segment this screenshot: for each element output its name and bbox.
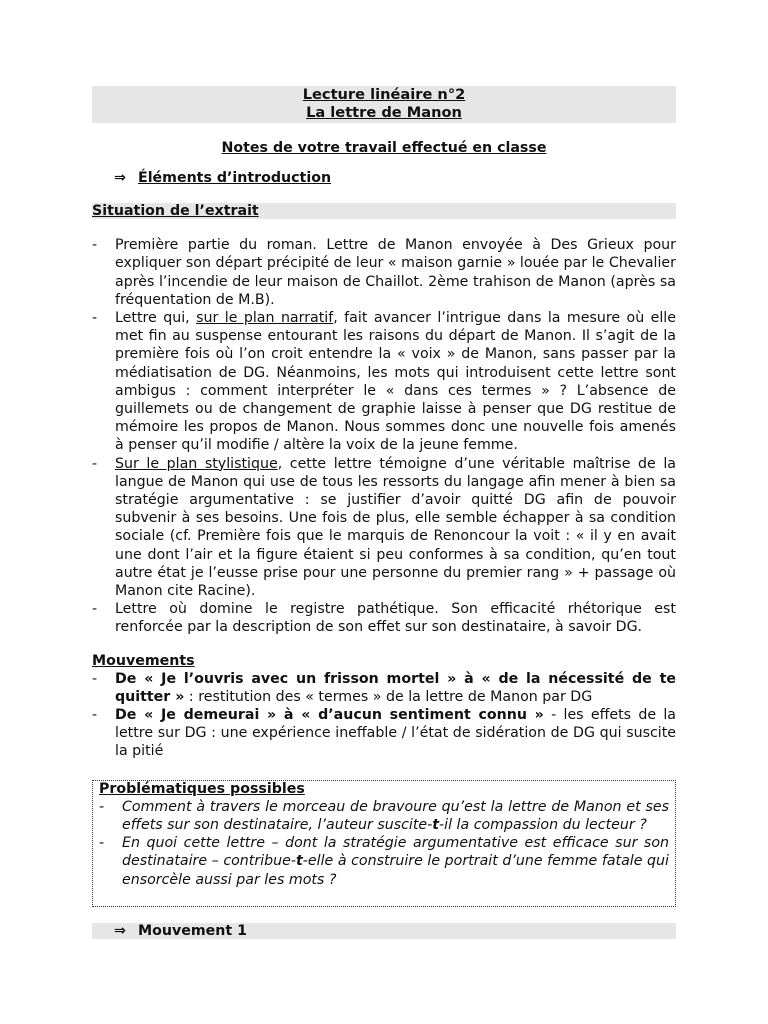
problematiques-list xyxy=(99,798,669,889)
situation-heading: Situation de l’extrait xyxy=(92,203,259,220)
mouvements-heading: Mouvements xyxy=(92,652,195,669)
intro-heading: Éléments d’introduction xyxy=(138,170,332,186)
mouvement-1-description: : restitution des « termes » de la lettre de Manon par DG xyxy=(184,688,593,705)
dash-bullet: - xyxy=(99,835,105,852)
title-line-1: Lecture linéaire n°2 xyxy=(302,86,466,103)
mouvement-1-heading: Mouvement 1 xyxy=(138,922,247,939)
problematique-2-bold: t xyxy=(295,853,303,870)
situation-item-3-post: , cette lettre témoigne d’une véritable maîtrise de la langue de Manon qui use de tous les ressorts du langage afin mener à bien sa stratégie argumentative : se justifier d’avoir quitté DG afin de pouvoir subvenir à ses besoins. Une fois de plus, elle semble échapper à sa condition sociale (cf. Première fois que le marquis de Renoncour la voit : « il y en avait une dont l’air et la figure étaient si peu conformes à sa condition, qu’en tout autre état je l’eusse prise pour une personne du premier rang » + passage où Manon cite Racine). xyxy=(115,455,676,600)
dash-bullet: - xyxy=(99,798,105,815)
list-item xyxy=(92,236,676,309)
mouvements-heading-row xyxy=(92,653,676,670)
mouvement-1-range: De « Je l’ouvris avec un frisson mortel » à « de la nécessité de te quitter » xyxy=(115,670,676,705)
problematique-1-post: -il la compassion du lecteur ? xyxy=(439,816,647,833)
list-item xyxy=(92,706,676,761)
list-item xyxy=(99,798,669,834)
situation-item-2-underlined: sur le plan narratif xyxy=(196,310,334,327)
list-item xyxy=(99,834,669,889)
problematique-1-bold: t xyxy=(432,816,440,833)
title-box xyxy=(92,86,676,123)
intro-heading-row xyxy=(92,169,676,187)
situation-item-3-underlined: Sur le plan stylistique xyxy=(115,455,278,472)
list-item xyxy=(92,455,676,601)
dash-bullet: - xyxy=(92,670,98,687)
arrow-icon: ⇒ xyxy=(114,922,126,939)
list-item xyxy=(92,670,676,706)
dash-bullet: - xyxy=(92,707,98,724)
situation-item-2-post: , fait avancer l’intrigue dans la mesure où elle met fin au suspense entourant les raisons du départ de Manon. Il s’agit de la première fois où l’on croit entendre la « voix » de Manon, sans passer par la médiatisation de DG. Néanmoins, les mots qui introduisent cette lettre sont ambigus : comment interpréter le « dans ces termes » ? L’absence de guillemets ou de changement de graphie laisse à penser que DG restitue de mémoire les propos de Manon. Nous sommes donc une nouvelle fois amenés à penser qu’il modifie / altère la voix de la jeune femme. xyxy=(115,310,676,454)
dash-bullet: - xyxy=(92,310,98,327)
list-item xyxy=(92,600,676,636)
document-page xyxy=(92,86,676,939)
situation-item-1-text: Première partie du roman. Lettre de Manon envoyée à Des Grieux pour expliquer son départ précipité de leur « maison garnie » louée par le Chevalier après l’incendie de leur maison de Chaillot. 2ème trahison de Manon (après sa fréquentation de M.B). xyxy=(115,237,676,308)
situation-item-2-pre: Lettre qui, xyxy=(115,310,197,327)
mouvement-2-range: De « Je demeurai » à « d’aucun sentiment connu » xyxy=(115,707,544,724)
notes-heading: Notes de votre travail effectué en classe xyxy=(221,140,547,156)
problematique-2-pre: En quoi cette lettre – dont la stratégie argumentative est efficace sur son destinataire – contribue- xyxy=(122,835,669,870)
mouvement-2-description: - les effets de la lettre sur DG : une expérience ineffable / l’état de sidération de DG qui suscite la pitié xyxy=(115,707,676,760)
dash-bullet: - xyxy=(92,237,98,254)
list-item xyxy=(92,309,676,455)
arrow-icon: ⇒ xyxy=(114,170,126,186)
problematiques-heading: Problématiques possibles xyxy=(99,780,305,797)
situation-list xyxy=(92,236,676,636)
mouvements-list xyxy=(92,670,676,761)
dash-bullet: - xyxy=(92,601,98,618)
problematiques-box xyxy=(92,780,676,907)
problematique-2-post: -elle à construire le portrait d’une femme fatale qui ensorcèle aussi par les mots ? xyxy=(122,853,669,888)
title-line-2: La lettre de Manon xyxy=(306,104,462,121)
situation-item-4-text: Lettre où domine le registre pathétique. Son efficacité rhétorique est renforcée par la description de son effet sur son destinataire, à savoir DG. xyxy=(115,601,676,636)
problematique-1-pre: Comment à travers le morceau de bravoure qu’est la lettre de Manon et ses effets sur son destinataire, l’auteur suscite- xyxy=(122,798,669,833)
mouvement-1-heading-bar xyxy=(92,923,676,939)
situation-heading-bar xyxy=(92,203,676,219)
dash-bullet: - xyxy=(92,455,98,472)
